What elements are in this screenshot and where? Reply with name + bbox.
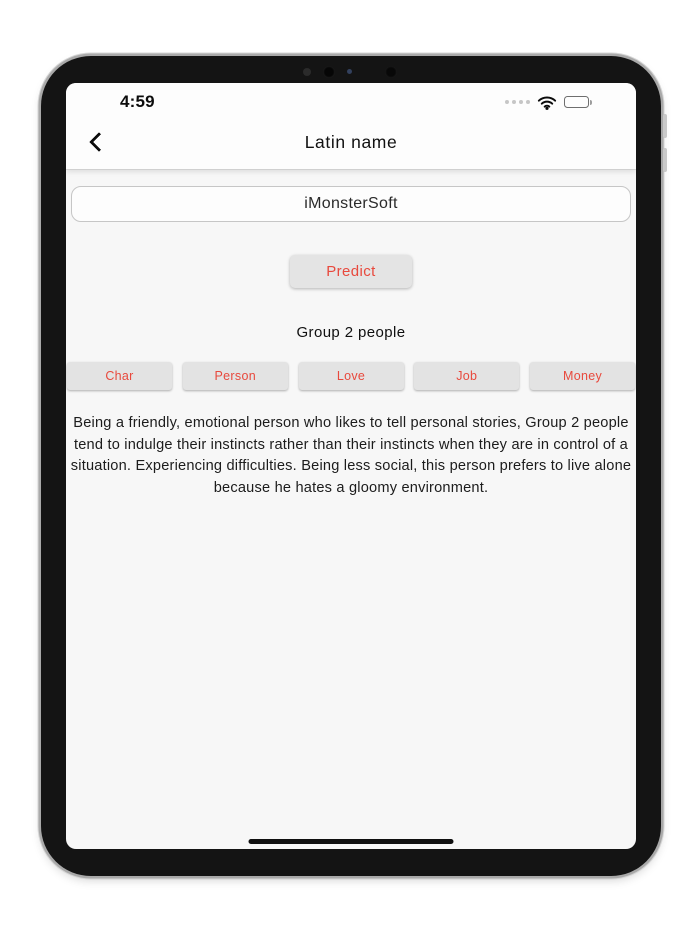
personality-description: Being a friendly, emotional person who likes to tell personal stories, Group 2 people tend to indulge their instincts rather than their instincts when they are in control of a situation. Experiencing difficulties. Being less social, this person prefers to live alone because he hates a gloomy environment.: [70, 415, 632, 496]
sensor-dot: [303, 68, 311, 76]
volume-up-button: [663, 114, 667, 138]
volume-down-button: [663, 148, 667, 172]
tab-char[interactable]: Char: [67, 362, 172, 390]
main-content: [66, 186, 636, 499]
page-title: Latin name: [304, 131, 398, 152]
nav-bar: [66, 115, 636, 169]
category-tabs: [66, 362, 636, 390]
status-bar: [66, 83, 636, 115]
front-camera-icon: [385, 66, 397, 78]
latin-name-input[interactable]: [71, 186, 631, 222]
battery-icon: [564, 96, 592, 108]
status-time: 4:59: [120, 92, 155, 111]
app-screen: [66, 83, 636, 849]
ipad-device-frame: [41, 56, 661, 876]
tab-person[interactable]: Person: [183, 362, 288, 390]
cellular-signal-dots-icon: [505, 100, 530, 104]
sensor-dot: [347, 69, 352, 74]
tab-job[interactable]: Job: [414, 362, 519, 390]
group-result-label: Group 2 people: [296, 324, 406, 341]
front-camera-array: [41, 63, 661, 79]
tab-money[interactable]: Money: [530, 362, 635, 390]
predict-button[interactable]: Predict: [290, 255, 412, 288]
home-indicator[interactable]: [249, 839, 454, 844]
tab-love[interactable]: Love: [299, 362, 404, 390]
app-header: [66, 83, 636, 169]
status-icons: [505, 95, 592, 110]
wifi-icon: [537, 95, 557, 110]
front-camera-icon: [323, 66, 335, 78]
